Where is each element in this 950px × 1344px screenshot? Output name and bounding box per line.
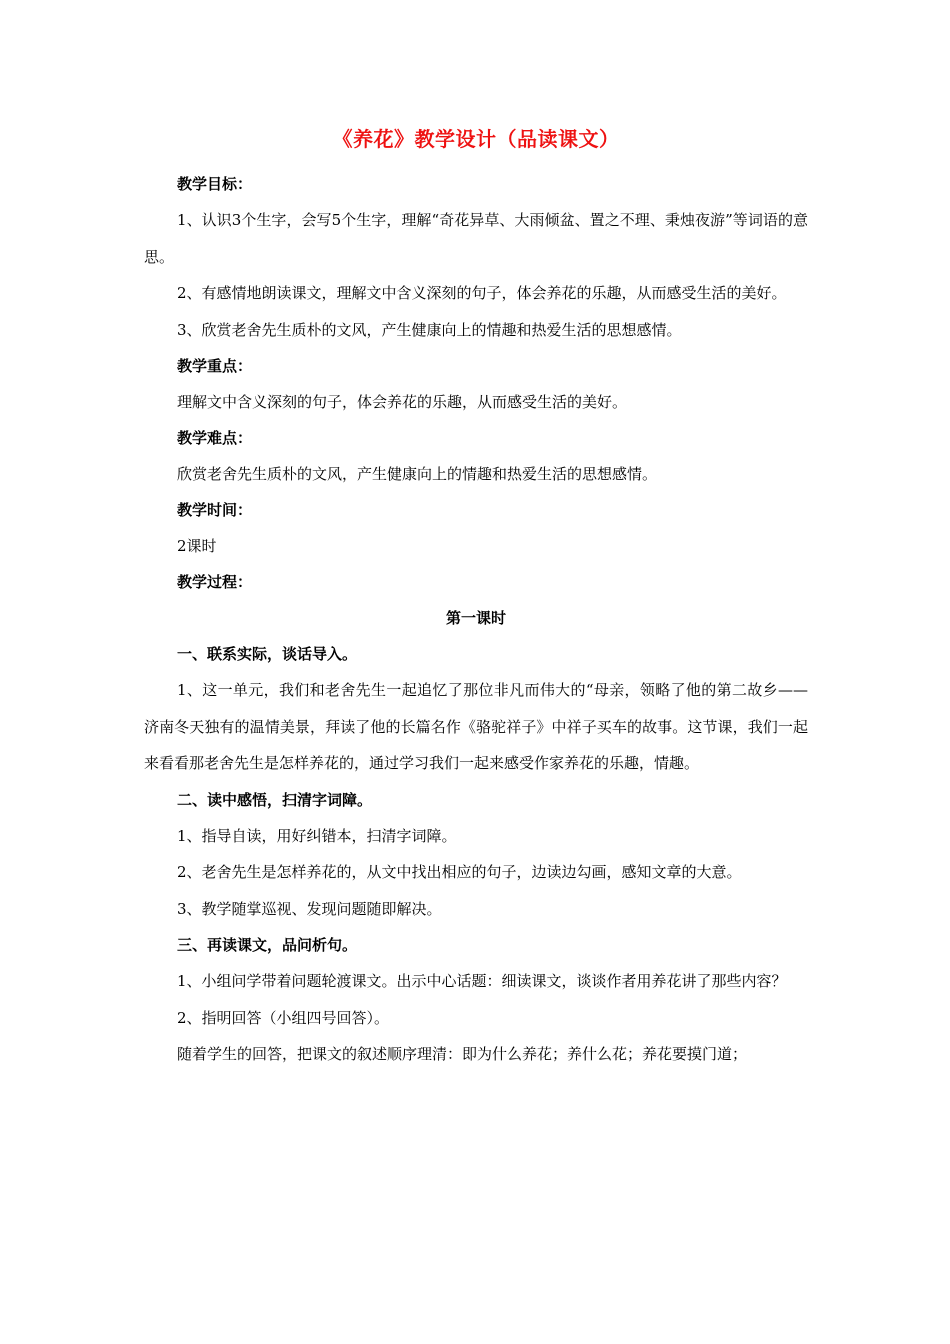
section-item: 1、指导自读，用好纠错本，扫清字词障。 bbox=[177, 826, 457, 845]
goal-item: 2、有感情地朗读课文，理解文中含义深刻的句子，体会养花的乐趣，从而感受生活的美好。 bbox=[177, 284, 787, 302]
time-text: 2课时 bbox=[177, 537, 217, 555]
goals-heading: 教学目标： bbox=[177, 175, 253, 193]
section-item: 2、老舍先生是怎样养花的，从文中找出相应的句子，边读边勾画，感知文章的大意。 bbox=[177, 863, 742, 881]
goal-item: 3、欣赏老舍先生质朴的文风，产生健康向上的情趣和热爱生活的思想感情。 bbox=[177, 320, 682, 339]
document-page bbox=[144, 126, 808, 1073]
document-title: 《养花》教学设计（品读课文） bbox=[332, 127, 620, 151]
difficulty-text: 欣赏老舍先生质朴的文风，产生健康向上的情趣和热爱生活的思想感情。 bbox=[177, 465, 658, 483]
section-heading: 二、读中感悟，扫清字词障。 bbox=[177, 790, 373, 809]
section-item: 3、教学随掌巡视、发现问题随即解决。 bbox=[177, 899, 442, 918]
section-item: 2、指明回答（小组四号回答）。 bbox=[177, 1008, 390, 1027]
section-heading: 三、再读课文，品问析句。 bbox=[177, 936, 358, 954]
difficulty-heading: 教学难点： bbox=[177, 429, 253, 447]
section-heading: 一、联系实际，谈话导入。 bbox=[177, 645, 358, 663]
goal-item: 1、认识3个生字，会写5个生字，理解“奇花异草、大雨倾盆、置之不理、秉烛夜游”等词语的意思。 bbox=[144, 211, 808, 266]
key-points-heading: 教学重点： bbox=[177, 357, 253, 375]
key-points-text: 理解文中含义深刻的句子，体会养花的乐趣，从而感受生活的美好。 bbox=[177, 393, 628, 411]
section-item: 随着学生的回答，把课文的叙述顺序理清：即为什么养花；养什么花；养花要摸门道； bbox=[177, 1045, 748, 1063]
section-item: 1、小组问学带着问题轮渡课文。出示中心话题：细读课文，谈谈作者用养花讲了那些内容？ bbox=[177, 972, 787, 990]
lesson-title: 第一课时 bbox=[445, 609, 506, 627]
process-heading: 教学过程： bbox=[177, 573, 253, 591]
time-heading: 教学时间： bbox=[177, 501, 253, 519]
section-paragraph: 1、这一单元，我们和老舍先生一起追忆了那位非凡而伟大的“母亲，领略了他的第二故乡——济南冬天独有的温情美景，拜读了他的长篇名作《骆驼祥子》中祥子买车的故事。这节课，我们一起来看看那老舍先生是怎样养花的，通过学习我们一起来感受作家养花的乐趣，情趣。 bbox=[144, 681, 808, 772]
